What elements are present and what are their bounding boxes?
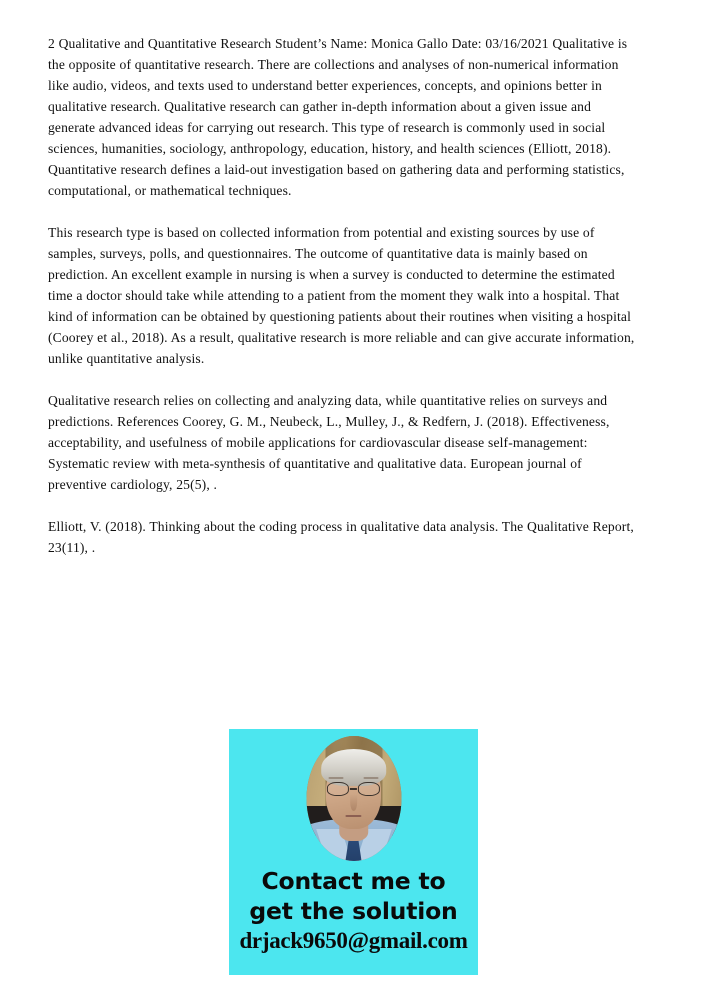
contact-email-address[interactable]: drjack9650@gmail.com	[239, 928, 468, 953]
contact-card	[229, 729, 478, 975]
paragraph-references-coorey: Qualitative research relies on collecting and analyzing data, while quantitative relies on surveys and predictions. References Coorey, G. M., Neubeck, L., Mulley, J., & Redfern, J. (2018). Effectiveness, acceptability, and usefulness of mobile applications for cardiovascular disease self-management: Systematic review with meta-synthesis of quantitative and qualitative data. European journal of preventive cardiology, 25(5), .	[48, 393, 610, 492]
contact-headline-line-1: Contact me to	[261, 867, 446, 895]
paragraph-references-elliott: Elliott, V. (2018). Thinking about the coding process in qualitative data analysis. The Qualitative Report, 23(11), .	[48, 519, 634, 555]
photo-glasses-bridge	[350, 788, 356, 789]
photo-mouth	[345, 815, 361, 817]
photo-lens-right	[358, 782, 380, 796]
contact-headline-line-2: get the solution	[249, 897, 458, 925]
photo-eyebrow-right	[363, 777, 378, 779]
photo-lens-left	[327, 782, 349, 796]
photo-hair	[321, 749, 386, 787]
photo-eyebrow-left	[329, 777, 344, 779]
paragraph-intro: 2 Qualitative and Quantitative Research Student’s Name: Monica Gallo Date: 03/16/2021 Qualitative is the opposite of quantitative research. There are collections and analyses of non-numerical information like audio, videos, and texts used to understand better experiences, concepts, and opinions better in qualitative research. Qualitative research can gather in-depth information about a given issue and generate advanced ideas for carrying out research. This type of research is commonly used in social sciences, humanities, sociology, anthropology, education, history, and health sciences (Elliott, 2018). Quantitative research defines a laid-out investigation based on gathering data and performing statistics, computational, or mathematical techniques.	[48, 36, 628, 198]
document-text-body	[48, 33, 641, 558]
photo-nose	[350, 794, 357, 812]
contact-headline	[229, 866, 478, 926]
avatar	[306, 736, 401, 861]
paragraph-research-type: This research type is based on collected information from potential and existing sources by use of samples, surveys, polls, and questionnaires. The outcome of quantitative data is mainly based on prediction. An excellent example in nursing is when a survey is conducted to determine the estimated time a doctor should take while attending to a patient from the moment they walk into a hospital. That kind of information can be obtained by questioning patients about their routines when visiting a hospital (Coorey et al., 2018). As a result, qualitative research is more reliable and can give accurate information, unlike quantitative analysis.	[48, 225, 635, 366]
